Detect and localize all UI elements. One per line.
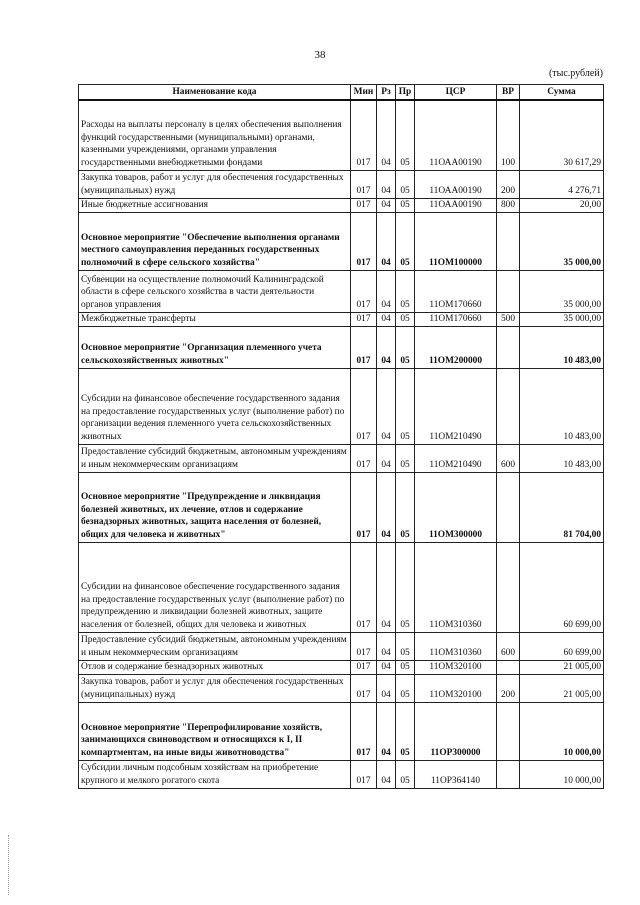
cell-sum: 10 483,00: [520, 326, 604, 368]
cell-name: Основное мероприятие "Организация племенного учета сельскохозяйственных животных": [79, 326, 351, 368]
cell-vr: [497, 542, 520, 632]
budget-table: [78, 84, 604, 789]
cell-pr: 05: [396, 198, 415, 212]
table-row: [79, 632, 604, 660]
cell-min: 017: [351, 170, 377, 198]
table-header-row: [79, 85, 604, 101]
cell-vr: 100: [497, 100, 520, 170]
cell-vr: [497, 472, 520, 542]
table-row: [79, 198, 604, 212]
cell-vr: [497, 760, 520, 788]
cell-pr: 05: [396, 368, 415, 444]
cell-rz: 04: [377, 542, 396, 632]
table-row: [79, 760, 604, 788]
cell-name: Субсидии на финансовое обеспечение государственного задания на предоставление государственных услуг (выполнение работ) по организации ведения племенного учета сельскохозяйственных животных: [79, 368, 351, 444]
cell-sum: 10 483,00: [520, 444, 604, 472]
table-row: [79, 542, 604, 632]
cell-sum: 20,00: [520, 198, 604, 212]
cell-csr: 11ОАА00190: [415, 170, 497, 198]
cell-rz: 04: [377, 472, 396, 542]
cell-csr: 11ОМ200000: [415, 326, 497, 368]
cell-pr: 05: [396, 674, 415, 702]
cell-csr: 11ОМ210490: [415, 368, 497, 444]
cell-min: 017: [351, 760, 377, 788]
cell-vr: [497, 270, 520, 312]
cell-min: 017: [351, 326, 377, 368]
header-name: Наименование кода: [79, 85, 351, 101]
cell-sum: 35 000,00: [520, 270, 604, 312]
cell-sum: 10 000,00: [520, 702, 604, 760]
cell-rz: 04: [377, 170, 396, 198]
cell-sum: 10 000,00: [520, 760, 604, 788]
table-row: [79, 270, 604, 312]
cell-rz: 04: [377, 760, 396, 788]
cell-min: 017: [351, 660, 377, 674]
margin-marks: [8, 835, 15, 895]
table-row: [79, 674, 604, 702]
page-number: 38: [314, 49, 326, 61]
cell-name: Отлов и содержание безнадзорных животных: [79, 660, 351, 674]
table-row: [79, 326, 604, 368]
cell-sum: 35 000,00: [520, 212, 604, 270]
cell-csr: 11ОМ310360: [415, 542, 497, 632]
cell-min: 017: [351, 312, 377, 326]
cell-min: 017: [351, 444, 377, 472]
cell-csr: 11ОМ170660: [415, 312, 497, 326]
table-row: [79, 702, 604, 760]
cell-pr: 05: [396, 100, 415, 170]
cell-pr: 05: [396, 312, 415, 326]
cell-rz: 04: [377, 270, 396, 312]
table-row: [79, 368, 604, 444]
cell-sum: 30 617,29: [520, 100, 604, 170]
cell-min: 017: [351, 542, 377, 632]
cell-min: 017: [351, 100, 377, 170]
table-row: [79, 444, 604, 472]
cell-sum: 4 276,71: [520, 170, 604, 198]
cell-name: Субсидии на финансовое обеспечение государственного задания на предоставление государственных услуг (выполнение работ) по предупреждению и ликвидации болезней животных, защите населения от болезней, общих для человека и животных: [79, 542, 351, 632]
cell-name: Основное мероприятие "Обеспечение выполнения органами местного самоуправления переданных государственных полномочий в сфере сельского хозяйства": [79, 212, 351, 270]
cell-pr: 05: [396, 212, 415, 270]
cell-vr: 200: [497, 674, 520, 702]
cell-min: 017: [351, 270, 377, 312]
cell-pr: 05: [396, 632, 415, 660]
cell-name: Субвенции на осуществление полномочий Калининградской области в сфере сельского хозяйства в части деятельности органов управления: [79, 270, 351, 312]
cell-name: Расходы на выплаты персоналу в целях обеспечения выполнения функций государственными (муниципальными) органами, казенными учреждениями, органами управления государственными внебюджетными фондами: [79, 100, 351, 170]
header-pr: Пр: [396, 85, 415, 101]
cell-sum: 21 005,00: [520, 660, 604, 674]
cell-vr: 600: [497, 444, 520, 472]
cell-csr: 11ОМ300000: [415, 472, 497, 542]
cell-name: Предоставление субсидий бюджетным, автономным учреждениям и иным некоммерческим организациям: [79, 632, 351, 660]
cell-csr: 11ОМ320100: [415, 674, 497, 702]
cell-rz: 04: [377, 212, 396, 270]
cell-csr: 11ОМ320100: [415, 660, 497, 674]
cell-rz: 04: [377, 312, 396, 326]
table-row: [79, 100, 604, 170]
table-row: [79, 312, 604, 326]
cell-min: 017: [351, 212, 377, 270]
cell-min: 017: [351, 702, 377, 760]
cell-name: Закупка товаров, работ и услуг для обеспечения государственных (муниципальных) нужд: [79, 170, 351, 198]
cell-sum: 60 699,00: [520, 542, 604, 632]
cell-min: 017: [351, 368, 377, 444]
cell-pr: 05: [396, 702, 415, 760]
header-sum: Сумма: [520, 85, 604, 101]
cell-rz: 04: [377, 702, 396, 760]
cell-min: 017: [351, 674, 377, 702]
cell-csr: 11ОАА00190: [415, 198, 497, 212]
cell-pr: 05: [396, 660, 415, 674]
cell-rz: 04: [377, 660, 396, 674]
table-row: [79, 170, 604, 198]
cell-name: Основное мероприятие "Перепрофилирование хозяйств, занимающихся свиноводством и относящихся к I, II компартментам, на иные виды животноводства": [79, 702, 351, 760]
cell-rz: 04: [377, 368, 396, 444]
cell-vr: [497, 702, 520, 760]
cell-vr: [497, 212, 520, 270]
cell-name: Предоставление субсидий бюджетным, автономным учреждениям и иным некоммерческим организациям: [79, 444, 351, 472]
cell-pr: 05: [396, 472, 415, 542]
cell-rz: 04: [377, 198, 396, 212]
cell-pr: 05: [396, 326, 415, 368]
table-row: [79, 212, 604, 270]
header-vr: ВР: [497, 85, 520, 101]
cell-vr: [497, 368, 520, 444]
cell-vr: 200: [497, 170, 520, 198]
cell-rz: 04: [377, 100, 396, 170]
cell-vr: 800: [497, 198, 520, 212]
cell-rz: 04: [377, 444, 396, 472]
cell-csr: 11ОАА00190: [415, 100, 497, 170]
table-row: [79, 472, 604, 542]
header-csr: ЦСР: [415, 85, 497, 101]
cell-csr: 11ОР300000: [415, 702, 497, 760]
cell-vr: 500: [497, 312, 520, 326]
units-label: (тыс.рублей): [548, 68, 603, 79]
cell-vr: [497, 660, 520, 674]
cell-min: 017: [351, 472, 377, 542]
cell-vr: [497, 326, 520, 368]
cell-vr: 600: [497, 632, 520, 660]
table-row: [79, 660, 604, 674]
cell-sum: 60 699,00: [520, 632, 604, 660]
header-min: Мин: [351, 85, 377, 101]
cell-rz: 04: [377, 674, 396, 702]
cell-sum: 21 005,00: [520, 674, 604, 702]
cell-min: 017: [351, 198, 377, 212]
header-rz: Рз: [377, 85, 396, 101]
cell-csr: 11ОР364140: [415, 760, 497, 788]
cell-name: Закупка товаров, работ и услуг для обеспечения государственных (муниципальных) нужд: [79, 674, 351, 702]
cell-pr: 05: [396, 270, 415, 312]
cell-sum: 81 704,00: [520, 472, 604, 542]
cell-pr: 05: [396, 170, 415, 198]
cell-name: Иные бюджетные ассигнования: [79, 198, 351, 212]
cell-csr: 11ОМ170660: [415, 270, 497, 312]
cell-min: 017: [351, 632, 377, 660]
cell-csr: 11ОМ310360: [415, 632, 497, 660]
cell-csr: 11ОМ100000: [415, 212, 497, 270]
cell-csr: 11ОМ210490: [415, 444, 497, 472]
cell-pr: 05: [396, 760, 415, 788]
cell-pr: 05: [396, 444, 415, 472]
cell-name: Межбюджетные трансферты: [79, 312, 351, 326]
cell-rz: 04: [377, 326, 396, 368]
cell-name: Субсидии личным подсобным хозяйствам на приобретение крупного и мелкого рогатого скота: [79, 760, 351, 788]
cell-rz: 04: [377, 632, 396, 660]
cell-name: Основное мероприятие "Предупреждение и ликвидация болезней животных, их лечение, отлов и содержание безнадзорных животных, защита населения от болезней, общих для человека и животных": [79, 472, 351, 542]
cell-sum: 35 000,00: [520, 312, 604, 326]
table-body: [79, 100, 604, 788]
cell-pr: 05: [396, 542, 415, 632]
cell-sum: 10 483,00: [520, 368, 604, 444]
